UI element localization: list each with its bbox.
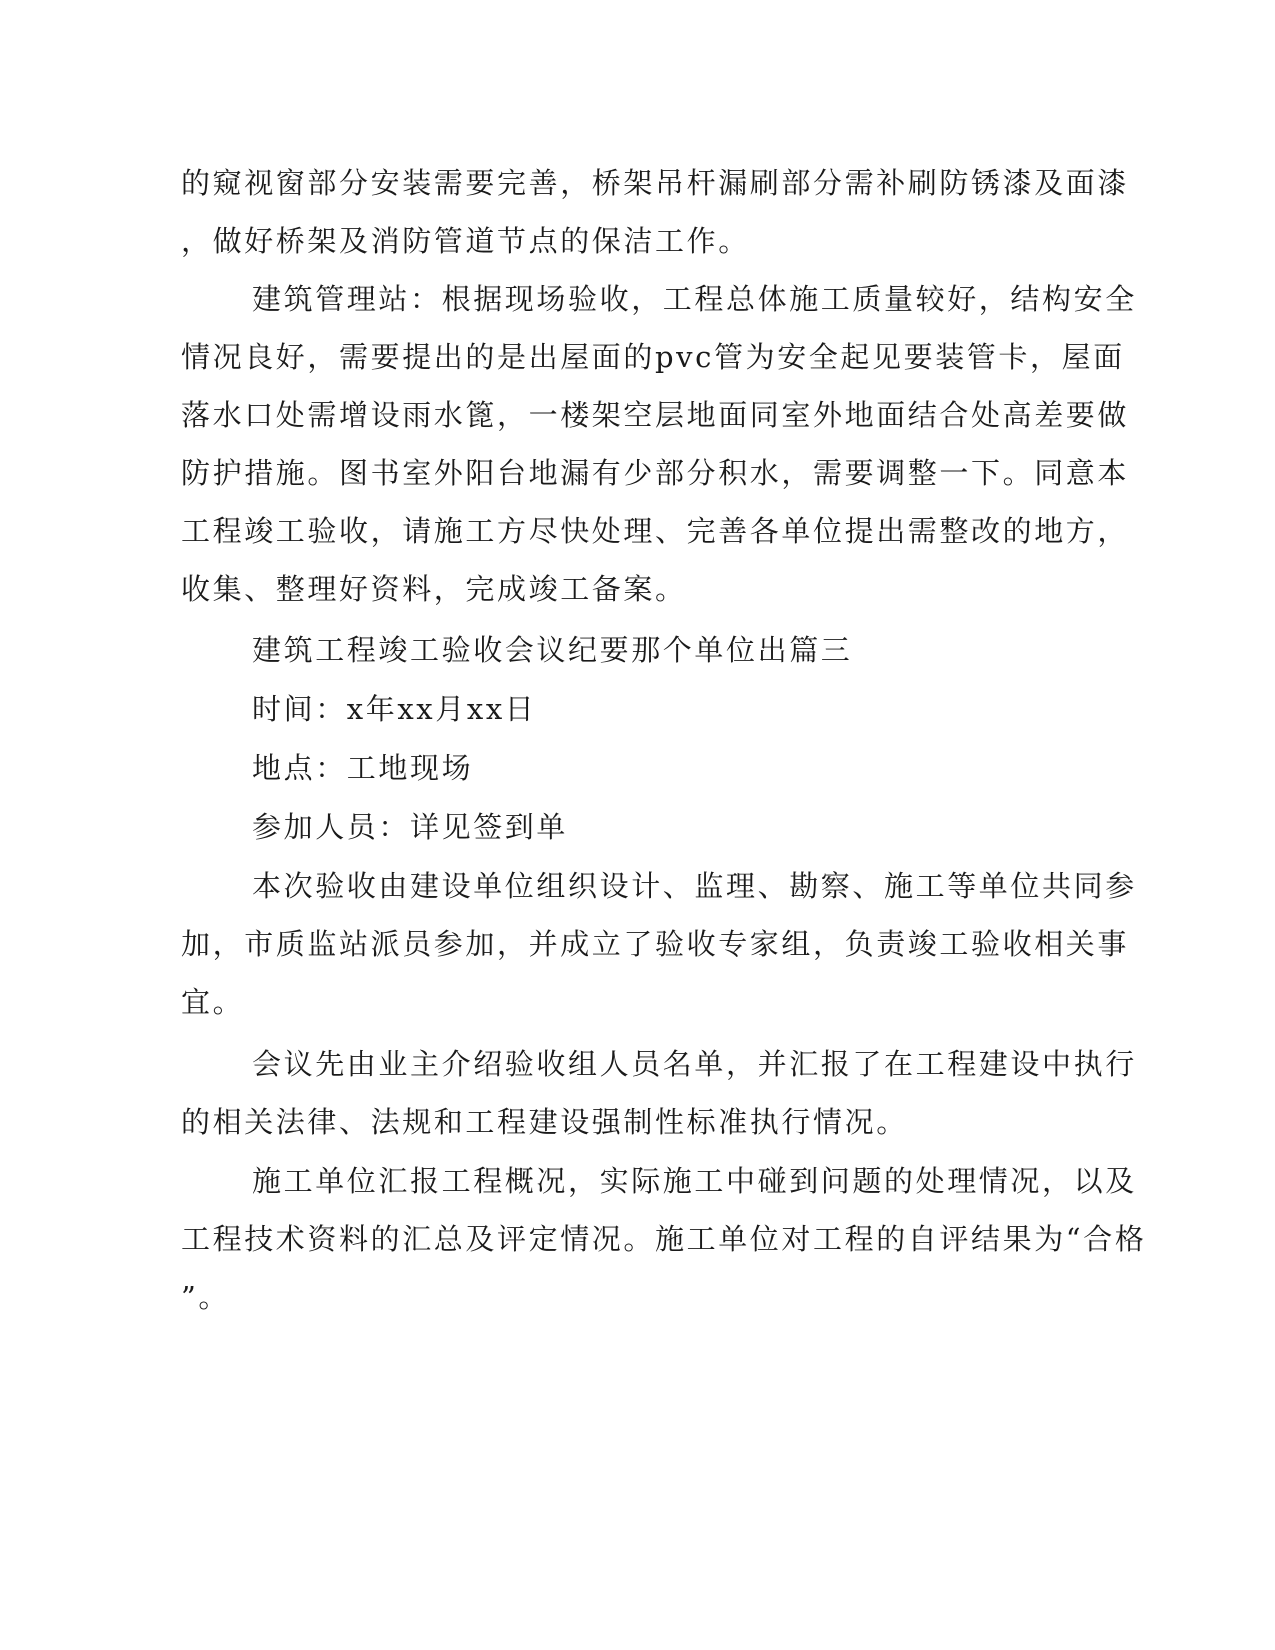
meeting-location: 地点：工地现场 <box>252 751 474 785</box>
text-line: ，做好桥架及消防管道节点的保洁工作。 <box>181 224 750 258</box>
paragraph-start-line: 建筑管理站：根据现场验收，工程总体施工质量较好，结构安全 <box>252 282 1137 316</box>
meeting-attendees: 参加人员：详见签到单 <box>252 810 569 844</box>
text-line: 工程技术资料的汇总及评定情况。施工单位对工程的自评结果为“合格 <box>181 1222 1147 1256</box>
text-line: ”。 <box>181 1280 231 1314</box>
paragraph-start-line: 本次验收由建设单位组织设计、监理、勘察、施工等单位共同参 <box>252 869 1137 903</box>
text-line: 情况良好，需要提出的是出屋面的pvc管为安全起见要装管卡，屋面 <box>181 340 1125 374</box>
section-heading: 建筑工程竣工验收会议纪要那个单位出篇三 <box>252 633 853 667</box>
text-line: 防护措施。图书室外阳台地漏有少部分积水，需要调整一下。同意本 <box>181 456 1130 490</box>
meeting-time: 时间：x年xx月xx日 <box>252 692 537 726</box>
text-line: 加，市质监站派员参加，并成立了验收专家组，负责竣工验收相关事 <box>181 927 1130 961</box>
text-line: 的窥视窗部分安装需要完善，桥架吊杆漏刷部分需补刷防锈漆及面漆 <box>181 166 1130 200</box>
text-line: 工程竣工验收，请施工方尽快处理、完善各单位提出需整改的地方， <box>181 514 1130 548</box>
text-line: 宜。 <box>181 985 245 1019</box>
paragraph-start-line: 施工单位汇报工程概况，实际施工中碰到问题的处理情况，以及 <box>252 1164 1137 1198</box>
text-line: 的相关法律、法规和工程建设强制性标准执行情况。 <box>181 1105 908 1139</box>
text-line: 收集、整理好资料，完成竣工备案。 <box>181 572 687 606</box>
text-line: 落水口处需增设雨水篦，一楼架空层地面同室外地面结合处高差要做 <box>181 398 1130 432</box>
paragraph-start-line: 会议先由业主介绍验收组人员名单，并汇报了在工程建设中执行 <box>252 1047 1137 1081</box>
